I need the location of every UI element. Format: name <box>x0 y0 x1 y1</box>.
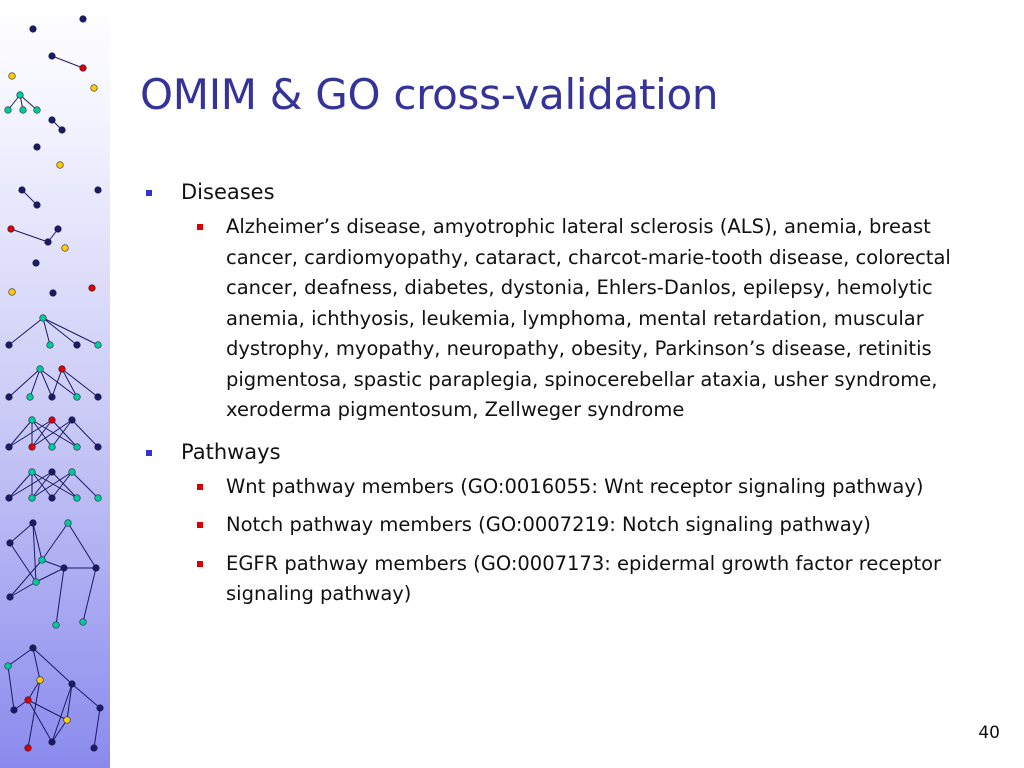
graph-edge <box>72 684 100 708</box>
page-number: 40 <box>978 723 1000 743</box>
graph-node <box>69 681 76 688</box>
graph-node <box>50 290 57 297</box>
graph-node <box>9 289 16 296</box>
graph-edge <box>10 582 36 597</box>
graph-node <box>74 495 81 502</box>
graph-node <box>64 717 71 724</box>
graph-node <box>91 85 98 92</box>
graph-node <box>74 444 81 451</box>
slide-title: OMIM & GO cross-validation <box>140 70 719 119</box>
graph-edge <box>10 523 33 543</box>
square-bullet-icon <box>197 484 203 490</box>
graph-edge <box>36 568 64 582</box>
graph-edge <box>52 684 72 742</box>
graph-node <box>6 495 13 502</box>
graph-edge <box>52 369 62 397</box>
graph-node <box>69 417 76 424</box>
graph-node <box>30 26 37 33</box>
graph-edge <box>9 420 32 447</box>
graph-node <box>6 444 13 451</box>
graph-node <box>25 745 32 752</box>
sub-bullet-notch <box>181 510 990 541</box>
graph-edge <box>52 472 77 498</box>
graph-edge <box>43 318 77 345</box>
graph-node <box>49 117 56 124</box>
graph-node <box>9 73 16 80</box>
graph-node <box>33 579 40 586</box>
sub-bullet-list <box>181 472 990 610</box>
graph-node <box>34 202 41 209</box>
graph-edge <box>83 568 96 622</box>
graph-node <box>49 394 56 401</box>
sub-bullet-text: Wnt pathway members (GO:0016055: Wnt receptor signaling pathway) <box>226 474 924 498</box>
graph-node <box>29 417 36 424</box>
graph-node <box>59 366 66 373</box>
sub-bullet-egfr <box>181 549 990 610</box>
graph-edge <box>9 318 43 345</box>
bullet-pathways <box>140 436 990 610</box>
bullet-diseases <box>140 176 990 426</box>
graph-node <box>74 342 81 349</box>
graph-node <box>30 645 37 652</box>
sub-bullet-disease-list <box>181 212 990 426</box>
graph-node <box>62 245 69 252</box>
graph-node <box>11 707 18 714</box>
graph-edge <box>10 560 42 597</box>
graph-node <box>29 469 36 476</box>
graph-edge <box>52 420 77 447</box>
bullet-list <box>140 176 990 610</box>
graph-node <box>8 226 15 233</box>
sub-bullet-wnt <box>181 472 990 503</box>
graph-edge <box>8 666 14 710</box>
graph-node <box>95 444 102 451</box>
graph-node <box>20 107 27 114</box>
graph-edge <box>11 229 48 242</box>
graph-node <box>97 705 104 712</box>
graph-edge <box>68 523 96 568</box>
square-bullet-icon <box>146 190 152 196</box>
graph-edge <box>72 420 98 447</box>
graph-node <box>45 239 52 246</box>
graph-edge <box>43 318 50 345</box>
graph-node <box>49 417 56 424</box>
graph-edge <box>9 472 52 498</box>
graph-edge <box>52 56 83 68</box>
graph-node <box>95 187 102 194</box>
graph-edge <box>9 420 52 447</box>
graph-edge <box>10 543 36 582</box>
graph-node <box>6 342 13 349</box>
bullet-text: Diseases <box>181 180 275 204</box>
graph-edge <box>94 708 100 748</box>
graph-node <box>33 260 40 267</box>
graph-node <box>17 92 24 99</box>
decorative-sidebar <box>0 0 110 768</box>
graph-edge <box>52 720 67 742</box>
graph-node <box>40 315 47 322</box>
graph-node <box>27 394 34 401</box>
sub-bullet-list <box>181 212 990 426</box>
sub-bullet-text: Notch pathway members (GO:0007219: Notch signaling pathway) <box>226 513 871 536</box>
graph-node <box>91 745 98 752</box>
sub-bullet-text: Alzheimer’s disease, amyotrophic lateral sclerosis (ALS), anemia, breast cancer, cardiomyopathy, cataract, charcot-marie-tooth disease, colorectal cancer, deafness, diabetes, dystonia, Ehlers-Danlos, epilepsy, hemolytic anemia, ichthyosis, leukemia, lymphoma, mental retardation, muscular dystrophy, myopathy, neuropathy, obesity, Parkinson’s disease, retinitis pigmentosa, spastic paraplegia, spinocerebellar ataxia, usher syndrome, xeroderma pigmentosum, Zellweger syndrome <box>226 215 951 421</box>
graph-node <box>37 677 44 684</box>
square-bullet-icon <box>146 450 152 456</box>
graph-node <box>65 520 72 527</box>
graph-node <box>6 394 13 401</box>
square-bullet-icon <box>197 522 203 528</box>
bullet-text: Pathways <box>181 439 281 464</box>
graph-node <box>57 162 64 169</box>
sub-bullet-text: EGFR pathway members (GO:0007173: epidermal growth factor receptor signaling pathway) <box>226 551 942 605</box>
graph-node <box>49 739 56 746</box>
graph-node <box>59 127 66 134</box>
graph-node <box>80 65 87 72</box>
square-bullet-icon <box>197 561 203 567</box>
graph-edge <box>72 472 98 498</box>
graph-node <box>39 557 46 564</box>
graph-node <box>74 394 81 401</box>
graph-edge <box>33 648 40 680</box>
graph-edge <box>8 648 33 666</box>
graph-node <box>29 495 36 502</box>
graph-edge <box>56 568 64 625</box>
graph-node <box>30 520 37 527</box>
graph-node <box>25 697 32 704</box>
graph-node <box>49 495 56 502</box>
graph-node <box>19 187 26 194</box>
network-graph-decoration <box>0 0 110 768</box>
graph-node <box>34 107 41 114</box>
graph-edge <box>62 369 98 397</box>
graph-node <box>29 444 36 451</box>
graph-node <box>89 285 96 292</box>
square-bullet-icon <box>197 224 203 230</box>
graph-edge <box>67 684 72 720</box>
graph-node <box>5 107 12 114</box>
graph-node <box>61 565 68 572</box>
graph-node <box>5 663 12 670</box>
graph-node <box>7 594 14 601</box>
graph-node <box>95 495 102 502</box>
graph-node <box>37 366 44 373</box>
graph-node <box>95 394 102 401</box>
graph-node <box>55 226 62 233</box>
graph-node <box>49 469 56 476</box>
bullet-content <box>140 176 990 620</box>
graph-node <box>69 469 76 476</box>
graph-edge <box>9 472 32 498</box>
graph-node <box>34 144 41 151</box>
graph-node <box>95 342 102 349</box>
graph-node <box>53 622 60 629</box>
graph-node <box>49 53 56 60</box>
graph-node <box>93 565 100 572</box>
graph-node <box>80 619 87 626</box>
graph-node <box>49 444 56 451</box>
graph-edge <box>43 318 98 345</box>
graph-edge <box>62 369 77 397</box>
graph-node <box>47 342 54 349</box>
graph-edge <box>42 523 68 560</box>
graph-node <box>80 16 87 23</box>
graph-node <box>7 540 14 547</box>
